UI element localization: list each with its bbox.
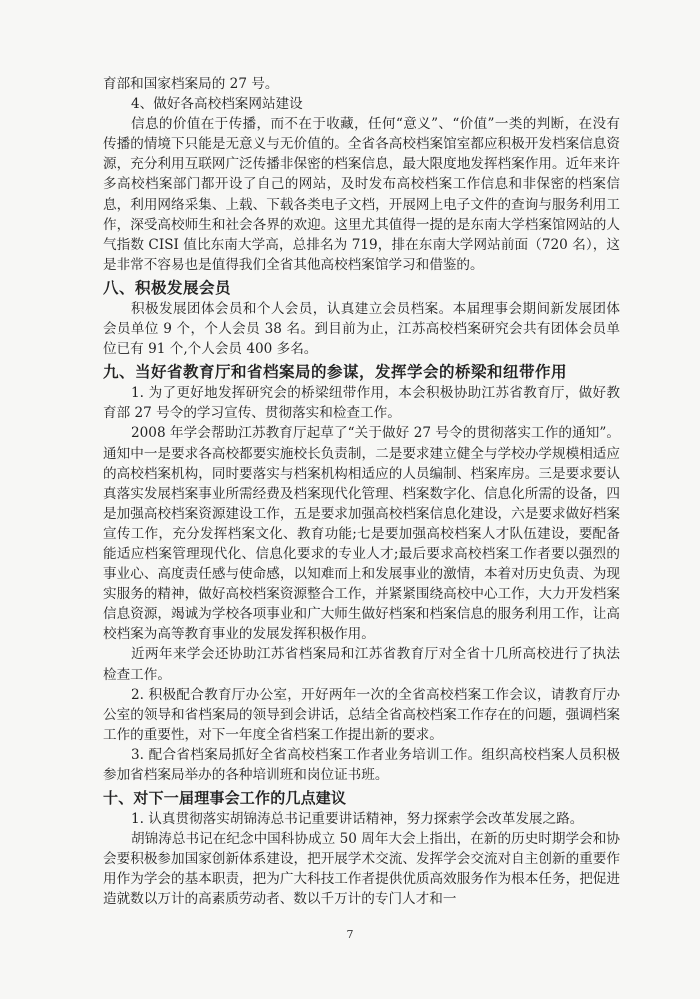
paragraph-item-2: 2. 积极配合教育厅办公室，开好两年一次的全省高校档案工作会议，请教育厅办公室的领导和省档案局的领导到会讲话，总结全省高校档案工作存在的问题，强调档案工作的重要性，对下一年度全省档案工作提出新的要求。 — [103, 686, 620, 743]
paragraph-item-1: 1. 为了更好地发挥研究会的桥梁纽带作用，本会积极协助江苏省教育厅，做好教育部 27 号令的学习宣传、贯彻落实和检查工作。 — [103, 385, 620, 422]
paragraph-continuation: 育部和国家档案局的 27 号。 — [103, 76, 279, 92]
section-heading-10: 十、对下一届理事会工作的几点建议 — [103, 789, 347, 808]
paragraph-notice: 2008 年学会帮助江苏教育厅起草了“关于做好 27 号令的贯彻落实工作的通知”。通知中一是要求各高校都要实施校长负责制，二是要求建立健全与学校办学规模相适应的高校档案机构，同时要落实与档案机构相适应的人员编制、档案库房。三是要求要认真落实发展档案事业所需经费及档案现代化管理、档案数字化、信息化所需的设备，四是加强高校档案资源建设工作，五是要求加强高校档案信息化建设，六是要求做好档案宣传工作，充分发挥档案文化、教育功能;七是要加强高校档案人才队伍建设，要配备能适应档案管理现代化、信息化要求的专业人才;最后要求高校档案工作者要以强烈的事业心、高度责任感与使命感，以知难而上和发展事业的激情，本着对历史负责、为现实服务的精神，做好高校档案资源整合工作，并紧紧围绕高校中心工作，大力开发档案信息资源，竭诚为学校各项事业和广大师生做好档案和档案信息的服务利用工作，让高校档案为高等教育事业的发展发挥积极作用。 — [103, 425, 620, 643]
paragraph-members: 积极发展团体会员和个人会员，认真建立会员档案。本届理事会期间新发展团体会员单位 9 个，个人会员 38 名。到目前为止，江苏高校档案研究会共有团体会员单位已有 91 个,个人会员 400 多名。 — [103, 300, 620, 358]
subsection-heading-4: 4、做好各高校档案网站建设 — [131, 96, 303, 113]
paragraph-suggestion-1: 1. 认真贯彻落实胡锦涛总书记重要讲话精神，努力探索学会改革发展之路。 — [131, 811, 584, 828]
section-heading-8: 八、积极发展会员 — [103, 278, 232, 297]
page-number: 7 — [346, 928, 354, 941]
paragraph-inspection: 近两年来学会还协助江苏省档案局和江苏省教育厅对全省十几所高校进行了执法检查工作。 — [103, 646, 620, 683]
section-heading-9: 九、当好省教育厅和省档案局的参谋，发挥学会的桥梁和纽带作用 — [103, 363, 568, 382]
paragraph-website: 信息的价值在于传播，而不在于收藏，任何“意义”、“价值”一类的判断，在没有传播的情境下只能是无意义与无价值的。全省各高校档案馆室都应积极开发档案信息资源，充分利用互联网广泛传播非保密的档案信息，最大限度地发挥档案作用。近年来许多高校档案部门都开设了自己的网站，及时发布高校档案工作信息和非保密的档案信息，利用网络采集、上载、下载各类电子文档，开展网上电子文件的查询与服务利用工作，深受高校师生和社会各界的欢迎。这里尤其值得一提的是东南大学档案馆网站的人气指数 CISI 值比东南大学高，总排名为 719，排在东南大学网站前面（720 名），这是非常不容易也是值得我们全省其他高校档案馆学习和借鉴的。 — [103, 116, 620, 273]
paragraph-item-3: 3. 配合省档案局抓好全省高校档案工作者业务培训工作。组织高校档案人员积极参加省档案局举办的各种培训班和岗位证书班。 — [103, 746, 620, 783]
paragraph-hu-speech: 胡锦涛总书记在纪念中国科协成立 50 周年大会上指出，在新的历史时期学会和协会要积极参加国家创新体系建设，把开展学术交流、发挥学会交流对自主创新的重要作用作为学会的基本职责，把为广大科技工作者提供优质高效服务作为根本任务，把促进造就数以万计的高素质劳动者、数以千万计的专门人才和一 — [103, 831, 620, 908]
